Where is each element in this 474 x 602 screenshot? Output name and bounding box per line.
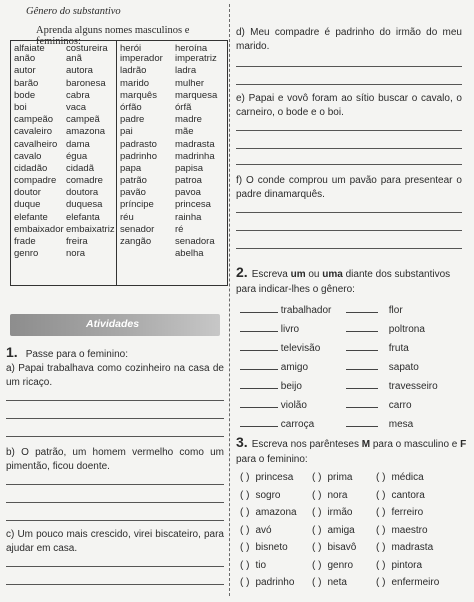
table-cell: elefanta bbox=[66, 211, 100, 223]
answer-line[interactable] bbox=[6, 418, 224, 419]
answer-blank[interactable] bbox=[240, 418, 278, 427]
table-cell: égua bbox=[66, 150, 88, 162]
noun: tio bbox=[255, 559, 267, 571]
column-divider bbox=[229, 4, 230, 596]
table-cell: herói bbox=[120, 43, 142, 54]
gender-checkbox-item[interactable] bbox=[376, 542, 433, 553]
question-3-header bbox=[236, 436, 468, 466]
noun: médica bbox=[391, 472, 424, 483]
table-cell: elefante bbox=[14, 211, 48, 223]
noun: trabalhador bbox=[280, 305, 332, 316]
noun: amazona bbox=[255, 507, 297, 518]
answer-line[interactable] bbox=[236, 164, 462, 165]
gender-checkbox-item[interactable] bbox=[376, 525, 428, 536]
gender-checkbox-item[interactable] bbox=[240, 560, 266, 571]
table-cell: abelha bbox=[175, 248, 204, 260]
gender-checkbox-item[interactable] bbox=[312, 507, 352, 518]
table-cell: padre bbox=[120, 114, 145, 126]
noun: cantora bbox=[391, 489, 425, 501]
table-cell: cavaleiro bbox=[14, 126, 53, 138]
answer-parentheses[interactable]: ( ) bbox=[240, 524, 250, 536]
table-cell: imperador bbox=[120, 53, 163, 65]
gender-checkbox-item[interactable] bbox=[312, 542, 356, 553]
question-number: 1. bbox=[6, 344, 18, 360]
table-cell: pavoa bbox=[175, 187, 201, 199]
answer-parentheses[interactable]: ( ) bbox=[240, 472, 250, 483]
answer-parentheses[interactable]: ( ) bbox=[312, 542, 322, 553]
answer-blank[interactable] bbox=[346, 380, 378, 389]
noun: flor bbox=[388, 305, 403, 316]
noun: nora bbox=[327, 489, 348, 501]
table-cell: patroa bbox=[175, 175, 202, 187]
activities-banner bbox=[10, 314, 220, 336]
answer-blank[interactable] bbox=[240, 361, 278, 370]
table-cell: anão bbox=[14, 53, 36, 65]
question-prompt: Escreva um ou uma diante dos substantivos para indicar-lhes o gênero: bbox=[236, 269, 451, 295]
answer-parentheses[interactable]: ( ) bbox=[376, 559, 386, 571]
answer-blank[interactable] bbox=[346, 304, 378, 313]
table-cell: princesa bbox=[175, 199, 211, 211]
table-cell: cidadão bbox=[14, 162, 48, 174]
noun: prima bbox=[327, 472, 353, 483]
answer-parentheses[interactable]: ( ) bbox=[240, 489, 250, 501]
answer-blank[interactable] bbox=[240, 380, 278, 389]
table-cell: costureira bbox=[66, 43, 108, 54]
answer-line[interactable] bbox=[6, 584, 224, 585]
answer-blank[interactable] bbox=[346, 342, 378, 351]
answer-blank[interactable] bbox=[240, 323, 278, 332]
section-title: Gênero do substantivo bbox=[26, 6, 121, 17]
table-cell: bode bbox=[14, 89, 36, 101]
table-cell: comadre bbox=[66, 175, 103, 187]
gender-checkbox-item[interactable] bbox=[376, 472, 424, 483]
table-column-masculine-1 bbox=[11, 41, 63, 285]
table-cell: ladrão bbox=[120, 65, 147, 77]
activities-title: Atividades bbox=[86, 318, 140, 330]
table-cell: compadre bbox=[14, 175, 57, 187]
noun: enfermeiro bbox=[391, 577, 440, 588]
noun: sapato bbox=[388, 362, 419, 373]
noun: amigo bbox=[280, 362, 309, 373]
answer-blank[interactable] bbox=[346, 418, 378, 427]
noun: bisavô bbox=[327, 542, 357, 553]
right-column bbox=[236, 0, 470, 602]
table-column-feminine-1 bbox=[63, 41, 117, 285]
answer-line[interactable] bbox=[236, 248, 462, 249]
table-cell: pai bbox=[120, 126, 133, 138]
table-cell: campeã bbox=[66, 114, 100, 126]
gender-item bbox=[240, 304, 331, 316]
table-cell: nora bbox=[66, 248, 86, 260]
noun: fruta bbox=[388, 343, 409, 354]
answer-parentheses[interactable]: ( ) bbox=[312, 524, 322, 536]
gender-checkbox-item[interactable] bbox=[376, 560, 422, 571]
gender-checkbox-item[interactable] bbox=[240, 542, 288, 553]
exercise-item-c: c) Um pouco mais crescido, virei biscateiro, para ajudar em casa. bbox=[6, 529, 224, 554]
table-cell: mulher bbox=[175, 77, 205, 89]
answer-blank[interactable] bbox=[346, 361, 378, 370]
gender-checkbox-item[interactable] bbox=[376, 507, 423, 518]
noun: neta bbox=[327, 577, 347, 588]
table-cell: papisa bbox=[175, 162, 203, 174]
exercise-item-b: b) O patrão, um homem vermelho como um pimentão, ficou doente. bbox=[6, 447, 224, 472]
table-cell: patrão bbox=[120, 175, 147, 187]
answer-parentheses[interactable]: ( ) bbox=[240, 559, 250, 571]
table-cell: zangão bbox=[120, 236, 152, 247]
table-cell: campeão bbox=[14, 114, 54, 126]
table-column-masculine-2 bbox=[117, 41, 172, 285]
gender-item bbox=[240, 380, 302, 392]
table-cell: frade bbox=[14, 236, 36, 247]
gender-item bbox=[346, 323, 425, 335]
table-cell: madrasta bbox=[175, 138, 215, 150]
answer-line[interactable] bbox=[236, 212, 462, 213]
vocabulary-table bbox=[10, 40, 228, 286]
answer-parentheses[interactable]: ( ) bbox=[376, 472, 386, 483]
answer-parentheses[interactable]: ( ) bbox=[240, 507, 250, 518]
noun: ferreiro bbox=[391, 507, 424, 518]
table-cell: órfã bbox=[175, 101, 192, 113]
table-cell: rainha bbox=[175, 211, 202, 223]
answer-parentheses[interactable]: ( ) bbox=[312, 577, 322, 588]
noun: avó bbox=[255, 524, 272, 536]
answer-line[interactable] bbox=[236, 130, 462, 131]
gender-item bbox=[240, 361, 308, 373]
noun: genro bbox=[327, 559, 354, 571]
noun: irmão bbox=[327, 507, 353, 518]
table-cell: réu bbox=[120, 211, 134, 223]
table-cell: ré bbox=[175, 223, 184, 235]
noun: maestro bbox=[391, 524, 428, 536]
answer-blank[interactable] bbox=[240, 304, 278, 313]
answer-line[interactable] bbox=[6, 400, 224, 401]
noun: poltrona bbox=[388, 324, 425, 335]
table-cell: imperatriz bbox=[175, 53, 217, 65]
gender-item bbox=[346, 380, 438, 392]
noun: livro bbox=[280, 324, 300, 335]
table-cell: alfaiate bbox=[14, 43, 45, 54]
answer-parentheses[interactable]: ( ) bbox=[376, 507, 386, 518]
answer-parentheses[interactable]: ( ) bbox=[376, 524, 386, 536]
gender-checkbox-item[interactable] bbox=[312, 560, 353, 571]
table-cell: padrasto bbox=[120, 138, 157, 150]
exercise-item-f: f) O conde comprou um pavão para presentear o padre dinamarquês. bbox=[236, 175, 462, 200]
table-cell: cavalheiro bbox=[14, 138, 58, 150]
gender-checkbox-item[interactable] bbox=[240, 525, 272, 536]
table-cell: madre bbox=[175, 114, 202, 126]
answer-parentheses[interactable]: ( ) bbox=[240, 577, 250, 588]
answer-blank[interactable] bbox=[240, 342, 278, 351]
gender-item bbox=[240, 323, 299, 335]
answer-parentheses[interactable]: ( ) bbox=[376, 542, 386, 553]
answer-line[interactable] bbox=[6, 502, 224, 503]
exercise-item-a: a) Papai trabalhava como cozinheiro na casa de um ricaço. bbox=[6, 363, 224, 388]
table-cell: dama bbox=[66, 138, 90, 150]
gender-checkbox-item[interactable] bbox=[312, 525, 355, 536]
question-prompt: Passe para o feminino: bbox=[25, 349, 128, 360]
answer-blank[interactable] bbox=[346, 323, 378, 332]
answer-parentheses[interactable]: ( ) bbox=[376, 577, 386, 588]
answer-parentheses[interactable]: ( ) bbox=[312, 507, 322, 518]
answer-line[interactable] bbox=[236, 66, 462, 67]
table-cell: senadora bbox=[175, 236, 215, 247]
noun: amiga bbox=[327, 524, 355, 536]
gender-checkbox-item[interactable] bbox=[312, 577, 347, 588]
table-cell: duquesa bbox=[66, 199, 103, 211]
table-cell: papa bbox=[120, 162, 142, 174]
left-column bbox=[6, 0, 228, 602]
table-cell: amazona bbox=[66, 126, 106, 138]
table-cell: barão bbox=[14, 77, 39, 89]
noun: bisneto bbox=[255, 542, 288, 553]
noun: madrasta bbox=[391, 542, 434, 553]
table-cell: boi bbox=[14, 101, 27, 113]
table-cell: pavão bbox=[120, 187, 146, 199]
answer-blank[interactable] bbox=[346, 399, 378, 408]
table-cell: heroína bbox=[175, 43, 208, 54]
question-prompt: Escreva nos parênteses M para o masculino e F para o feminino: bbox=[236, 439, 467, 465]
table-cell: embaixatriz bbox=[66, 223, 115, 235]
noun: beijo bbox=[280, 381, 302, 392]
gender-checkbox-item[interactable] bbox=[312, 490, 347, 501]
question-2-header bbox=[236, 266, 462, 296]
table-column-feminine-2 bbox=[172, 41, 227, 285]
gender-item bbox=[346, 418, 413, 430]
noun: violão bbox=[280, 400, 307, 411]
table-cell: baronesa bbox=[66, 77, 106, 89]
gender-checkbox-item[interactable] bbox=[312, 472, 352, 483]
question-1-header bbox=[6, 344, 228, 362]
gender-item bbox=[346, 342, 409, 354]
noun: mesa bbox=[388, 419, 414, 430]
answer-line[interactable] bbox=[236, 148, 462, 149]
answer-parentheses[interactable]: ( ) bbox=[312, 489, 322, 501]
answer-line[interactable] bbox=[6, 436, 224, 437]
gender-checkbox-item[interactable] bbox=[376, 490, 425, 501]
gender-checkbox-item[interactable] bbox=[240, 490, 280, 501]
table-cell: príncipe bbox=[120, 199, 154, 211]
answer-line[interactable] bbox=[6, 484, 224, 485]
noun: padrinho bbox=[255, 577, 295, 588]
table-cell: mãe bbox=[175, 126, 194, 138]
table-cell: marquês bbox=[120, 89, 157, 101]
question-number: 3. bbox=[236, 434, 248, 450]
answer-blank[interactable] bbox=[240, 399, 278, 408]
table-cell: padrinho bbox=[120, 150, 157, 162]
question-number: 2. bbox=[236, 264, 248, 280]
section-intro: Aprenda alguns nomes masculinos e femininos: bbox=[36, 25, 190, 47]
gender-item bbox=[346, 361, 419, 373]
answer-parentheses[interactable]: ( ) bbox=[376, 489, 386, 501]
gender-checkbox-item[interactable] bbox=[240, 577, 294, 588]
gender-item bbox=[346, 399, 412, 411]
noun: carro bbox=[388, 400, 412, 411]
table-cell: autora bbox=[66, 65, 93, 77]
table-cell: embaixador bbox=[14, 223, 64, 235]
answer-line[interactable] bbox=[236, 230, 462, 231]
table-cell: marido bbox=[120, 77, 150, 89]
answer-parentheses[interactable]: ( ) bbox=[312, 472, 322, 483]
table-cell: ladra bbox=[175, 65, 197, 77]
table-cell: freira bbox=[66, 236, 88, 247]
table-cell: doutor bbox=[14, 187, 41, 199]
gender-checkbox-item[interactable] bbox=[376, 577, 439, 588]
table-cell: duque bbox=[14, 199, 41, 211]
answer-parentheses[interactable]: ( ) bbox=[312, 559, 322, 571]
table-cell: marquesa bbox=[175, 89, 218, 101]
answer-line[interactable] bbox=[6, 566, 224, 567]
noun: princesa bbox=[255, 472, 294, 483]
answer-line[interactable] bbox=[6, 520, 224, 521]
table-cell: madrinha bbox=[175, 150, 215, 162]
gender-item bbox=[240, 399, 307, 411]
table-cell: senador bbox=[120, 223, 155, 235]
table-cell: cidadã bbox=[66, 162, 94, 174]
noun: televisão bbox=[280, 343, 321, 354]
gender-item bbox=[240, 342, 320, 354]
table-cell: cabra bbox=[66, 89, 90, 101]
table-cell: genro bbox=[14, 248, 39, 260]
answer-parentheses[interactable]: ( ) bbox=[240, 542, 250, 553]
table-cell: anã bbox=[66, 53, 82, 65]
table-cell: doutora bbox=[66, 187, 99, 199]
table-cell: autor bbox=[14, 65, 36, 77]
gender-item bbox=[240, 418, 314, 430]
answer-line[interactable] bbox=[236, 84, 462, 85]
table-cell: cavalo bbox=[14, 150, 42, 162]
gender-checkbox-item[interactable] bbox=[240, 507, 297, 518]
noun: pintora bbox=[391, 559, 423, 571]
gender-checkbox-item[interactable] bbox=[240, 472, 293, 483]
table-cell: vaca bbox=[66, 101, 87, 113]
table-cell: órfão bbox=[120, 101, 142, 113]
noun: sogro bbox=[255, 489, 281, 501]
exercise-item-e: e) Papai e vovô foram ao sítio buscar o cavalo, o carneiro, o bode e o boi. bbox=[236, 93, 462, 118]
exercise-item-d: d) Meu compadre é padrinho do irmão do meu marido. bbox=[236, 27, 462, 52]
noun: carroça bbox=[280, 419, 315, 430]
gender-item bbox=[346, 304, 403, 316]
noun: travesseiro bbox=[388, 381, 438, 392]
